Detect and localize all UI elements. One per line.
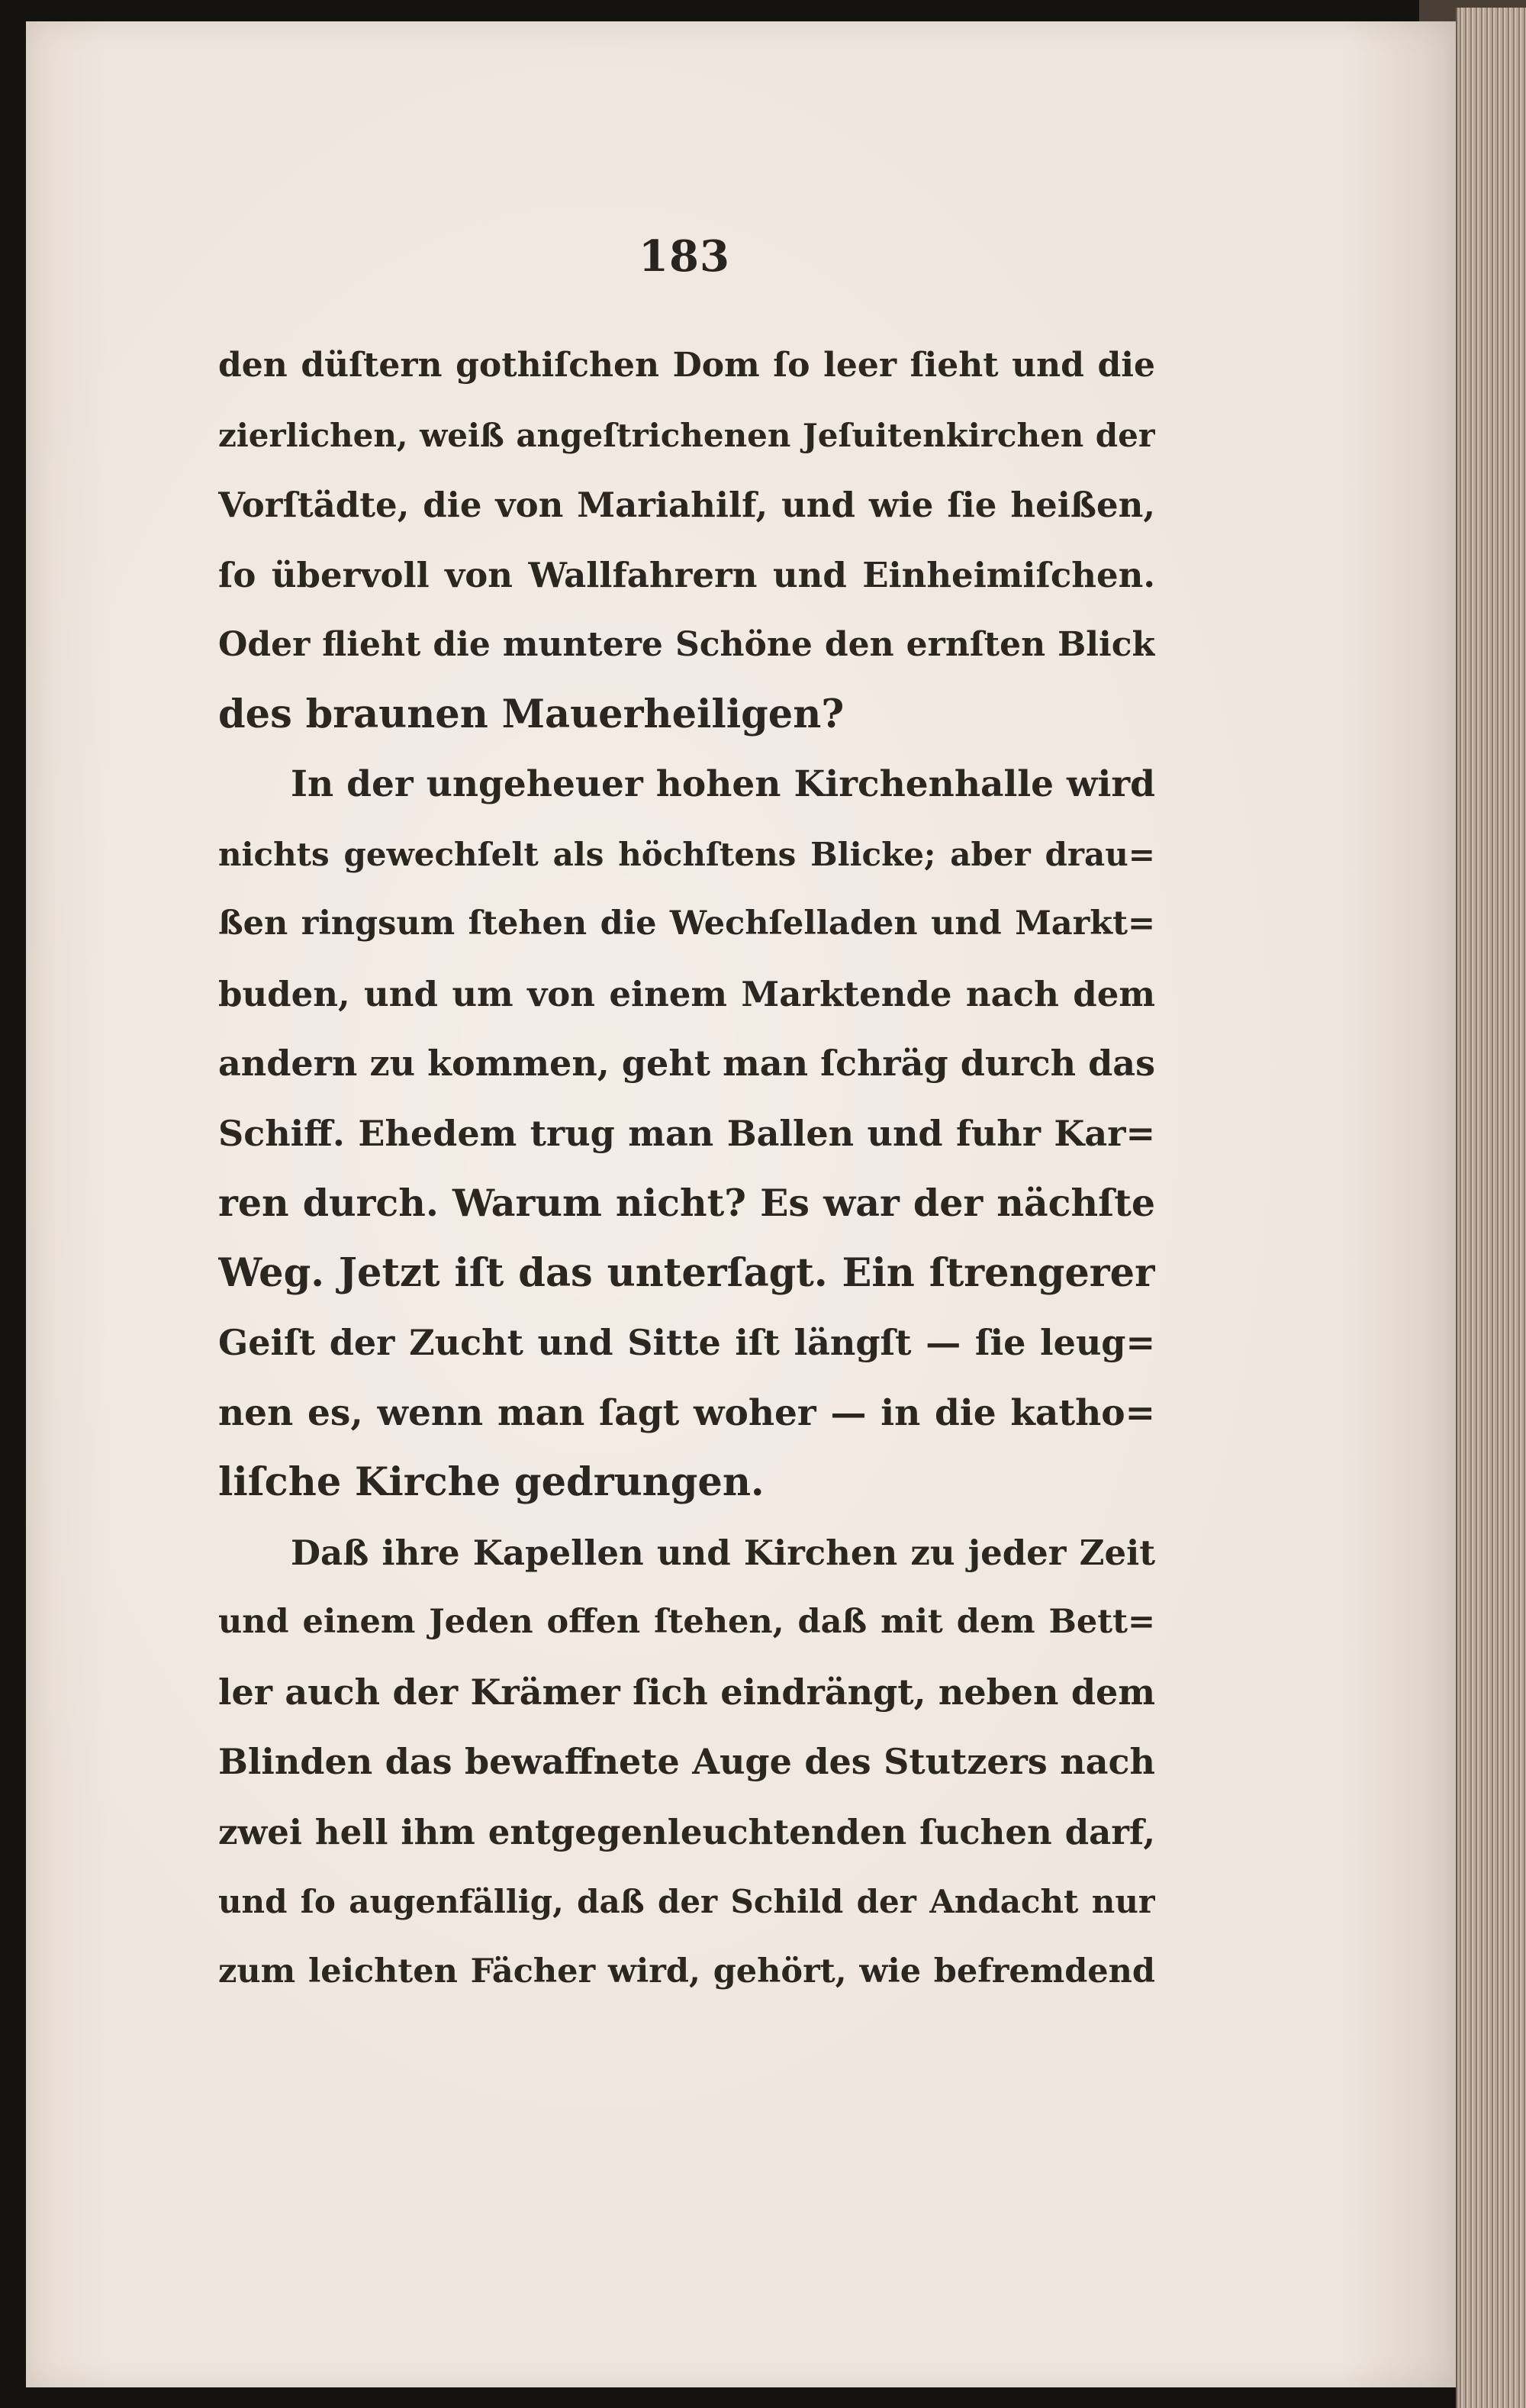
page-number: 183	[639, 231, 730, 282]
text-line: Blinden das bewaffnete Auge des Stutzers nach	[218, 1741, 1155, 1782]
text-line: ſo übervoll von Wallfahrern und Einheimiſchen.	[218, 554, 1155, 595]
book-page-edges	[1456, 8, 1526, 2408]
text-line: und ſo augenfällig, daß der Schild der Andacht nur	[218, 1883, 1155, 1920]
text-line: buden, und um von einem Marktende nach dem	[218, 973, 1155, 1014]
text-line: zierlichen, weiß angeſtrichenen Jeſuitenkirchen der	[218, 416, 1155, 454]
text-line: Geiſt der Zucht und Sitte iſt längſt — ſie leug=	[218, 1322, 1155, 1363]
text-line: andern zu kommen, geht man ſchräg durch das	[218, 1043, 1155, 1084]
text-line: zum leichten Fächer wird, gehört, wie befremdend	[218, 1952, 1155, 1991]
text-line: Weg. Jetzt iſt das unterſagt. Ein ſtrengerer	[218, 1249, 1155, 1296]
text-line: nen es, wenn man ſagt woher — in die katho=	[218, 1391, 1155, 1434]
text-line: und einem Jeden offen ſtehen, daß mit dem Bett=	[218, 1603, 1155, 1641]
text-line: zwei hell ihm entgegenleuchtenden ſuchen darf,	[218, 1811, 1155, 1852]
text-line: ler auch der Krämer ſich eindrängt, neben dem	[218, 1671, 1155, 1713]
text-line: nichts gewechſelt als höchſtens Blicke; aber drau=	[218, 835, 1155, 873]
text-line: Schiff. Ehedem trug man Ballen und fuhr Kar=	[218, 1112, 1155, 1154]
text-line: des braunen Mauerheiligen?	[218, 691, 845, 737]
body-text	[218, 330, 1155, 2007]
text-line: liſche Kirche gedrungen.	[218, 1459, 765, 1505]
paragraph-start-line: Daß ihre Kapellen und Kirchen zu jeder Zeit	[291, 1532, 1155, 1573]
text-line: Vorſtädte, die von Mariahilf, und wie ſie heißen,	[218, 485, 1155, 525]
page-sheet	[26, 21, 1456, 2387]
text-line: ßen ringsum ſtehen die Wechſelladen und Markt=	[218, 904, 1155, 943]
paragraph-start-line: In der ungeheuer hohen Kirchenhalle wird	[291, 763, 1155, 805]
text-line: ren durch. Warum nicht? Es war der nächſte	[218, 1181, 1155, 1225]
text-line: den düſtern gothiſchen Dom ſo leer ſieht und die	[218, 346, 1155, 385]
text-line: Oder flieht die muntere Schöne den ernſten Blick	[218, 625, 1155, 664]
